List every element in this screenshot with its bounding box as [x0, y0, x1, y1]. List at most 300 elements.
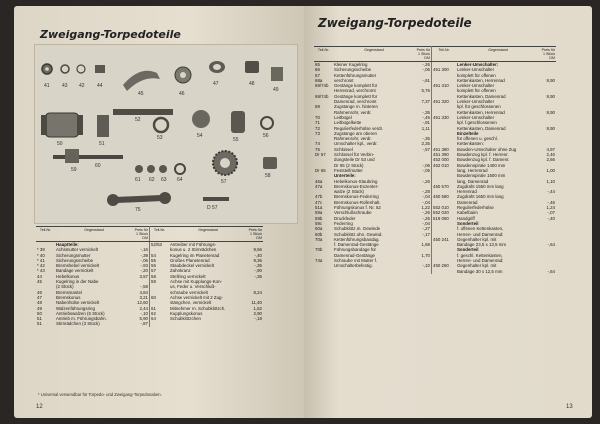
item-cell: Lenker-Umschalter — [457, 114, 495, 120]
price-cell: 2,90 — [253, 310, 262, 316]
part-label: 59 — [71, 167, 77, 173]
part-number-cell: 450 241 — [433, 236, 449, 242]
table-row — [36, 321, 263, 326]
part-number-cell: 74a — [315, 257, 323, 263]
part-number-cell: * 42 — [37, 263, 45, 269]
item-cell: Lenker-Umschalter — [457, 67, 495, 73]
table-row — [314, 269, 556, 274]
part-number-cell: Dr 57 — [315, 152, 326, 158]
sleeve-part — [231, 111, 245, 133]
brake-cone-part — [245, 61, 259, 73]
right-table-body — [314, 62, 556, 274]
price-cell: 1,52 — [253, 305, 262, 311]
price-cell: -,27 — [415, 226, 432, 231]
part-number-cell: 55 — [151, 257, 156, 263]
item-cell: Kabelbaim — [457, 210, 478, 216]
stellring-part — [263, 157, 277, 169]
part-number-cell: 59a — [315, 210, 323, 216]
item-cell — [169, 321, 247, 326]
part-number-cell: 60b — [315, 231, 323, 237]
price-cell: 5,76 — [415, 88, 432, 93]
ball-part — [159, 165, 167, 173]
header-part-no: Teil-Nr. — [432, 47, 457, 62]
part-number-cell: 70 — [315, 114, 320, 120]
price-cell: 1,68 — [415, 242, 432, 247]
price-cell: -,17 — [415, 232, 432, 237]
item-cell: schraube vernickelt — [170, 289, 208, 295]
price-cell: -,18 — [254, 316, 262, 322]
washer-part — [77, 65, 85, 73]
sleeve-part — [271, 67, 283, 81]
part-number-cell: Dr 55 — [315, 167, 326, 173]
price-cell: 1,70 — [415, 253, 432, 258]
item-cell: Kettenkasten, Damenrad — [457, 93, 506, 99]
price-cell: -,26 — [415, 216, 432, 221]
price-cell: 1,00 — [546, 167, 555, 173]
part-number-cell: 451 330 — [433, 114, 449, 120]
part-number-cell: * 40 — [37, 252, 45, 258]
item-cell: Schubklötz.ohn. Gewind. — [334, 231, 383, 237]
item-cell: Gegenhalter kpl. mit — [457, 236, 497, 242]
part-number-cell: 67 — [315, 72, 320, 78]
part-number-cell: 452 010 — [433, 162, 449, 168]
item-cell: Kupplungskonus — [170, 310, 203, 316]
part-number-cell: 72 — [315, 125, 320, 131]
part-label: 64 — [177, 177, 183, 183]
header-item: Gegenstand — [169, 227, 247, 242]
item-cell: Umschalter kpl., verdr. — [334, 141, 378, 147]
item-cell: Herrenrad, verchromt — [334, 88, 376, 94]
part-number-cell: 69 — [315, 104, 320, 110]
part-number-cell — [150, 321, 170, 326]
price-cell: 2,35 — [415, 141, 432, 146]
item-cell: kpl. f.geschlossenen — [457, 120, 497, 126]
right-page-title: Zweigang-Torpedoteile — [318, 16, 472, 30]
item-cell: Kettenkasten, Damenrad — [457, 125, 506, 131]
item-cell: Zugdraht 1550 mm lang — [457, 183, 504, 189]
item-cell: Kettenführungsbandag. — [334, 236, 380, 242]
item-cell: Gestänge komplett für — [334, 93, 378, 99]
part-number-cell: 59 — [151, 279, 156, 285]
sprocket-hole — [220, 158, 230, 168]
part-number-cell: 71 — [315, 120, 320, 126]
item-cell: Herrenrad — [457, 189, 477, 195]
price-cell: -,26 — [415, 62, 432, 68]
price-cell: -,05 — [415, 168, 432, 173]
item-cell: Damenrad-Gestänge — [334, 252, 376, 258]
item-cell: Bremskonus-Exzenter- — [334, 183, 379, 189]
item-cell: Antrieb m. Führungsbahn. — [56, 316, 107, 322]
item-cell: Bowdenzug kpl. f. Damenr. — [457, 157, 510, 163]
item-cell: Achse vernickelt mit 2 Zug- — [170, 294, 223, 300]
header-item: Gegenstand — [456, 47, 540, 62]
item-cell: verchromt — [334, 77, 354, 83]
part-label: 54 — [197, 133, 203, 139]
item-cell: Kettenführungsmutter — [334, 72, 377, 78]
part-label: 51 — [99, 141, 105, 147]
part-label: 62 — [149, 177, 155, 183]
part-label: 46 — [179, 91, 185, 97]
part-number-cell: 52/53 — [151, 242, 162, 247]
item-cell: Damenrad, verchromt — [334, 99, 377, 105]
item-cell: Sonderteil — [457, 247, 479, 253]
nut-part — [95, 65, 105, 73]
part-number-cell: 62 — [151, 310, 156, 316]
item-cell: Sicherungsmutter — [56, 252, 91, 258]
price-cell — [415, 269, 432, 274]
item-cell: Bowdenzug kpl. f. Herrenr. — [457, 152, 509, 158]
part-number-cell: 452 000 — [433, 157, 449, 163]
washer-part — [61, 65, 69, 73]
item-cell: Antreiber mit Führungs- — [170, 242, 217, 247]
price-cell — [247, 321, 263, 326]
coupling-part — [65, 149, 79, 163]
washer-part — [261, 117, 273, 129]
part-label: 44 — [97, 83, 103, 89]
item-cell: Kugelring in der Nabe — [56, 279, 99, 285]
footnote: * Universal verwendbar für Torpedo- und Zweigang-Torpedonaben. — [38, 392, 162, 397]
item-cell: Damenrad — [457, 199, 478, 205]
right-page — [304, 6, 592, 418]
price-cell: -,87 — [133, 321, 150, 326]
item-cell: f. offenen Kettenkasten, — [457, 226, 504, 232]
part-label: 55 — [233, 137, 239, 143]
part-label: 56 — [263, 133, 269, 139]
axle-part — [113, 109, 173, 115]
wrench-head — [107, 194, 119, 206]
price-cell: 4,97 — [546, 146, 555, 152]
price-cell: -,35 — [415, 110, 432, 115]
hub-flange — [77, 115, 83, 135]
part-label: 45 — [138, 91, 144, 97]
hub-shell-part — [45, 113, 79, 137]
part-number-cell: 73 — [315, 130, 320, 136]
item-cell: Bowdenspirale 1400 mm — [457, 162, 506, 168]
item-cell: Leitbügel — [334, 114, 352, 120]
price-cell: 2,66 — [546, 157, 555, 163]
part-label: 42 — [79, 83, 85, 89]
item-cell: Kleiner Kugelring — [334, 62, 368, 67]
price-cell: -,07 — [547, 210, 555, 216]
part-number-cell: 47a — [315, 183, 323, 189]
item-cell: us, Feder u. Verschluß- — [170, 284, 216, 290]
part-number-cell: 54 — [151, 252, 156, 258]
part-number-cell: 450 260 — [433, 263, 449, 269]
price-cell: 1,22 — [415, 205, 432, 210]
price-cell: -,39 — [133, 253, 150, 258]
item-cell: Zugdraht 1650 mm lang — [457, 194, 504, 200]
price-cell: 1,24 — [546, 205, 555, 211]
item-cell: Sicherungsscheibe — [56, 257, 94, 263]
price-cell: 2,44 — [133, 306, 150, 311]
item-cell: Zugstange m. hinteren — [334, 104, 378, 110]
price-cell: -,35 — [415, 136, 432, 141]
axle-part — [53, 155, 123, 159]
brake-lever-part — [123, 71, 160, 91]
item-cell: Unterteile: — [334, 173, 356, 179]
part-label: 41 — [44, 83, 50, 89]
part-number-cell: 51 — [37, 321, 42, 327]
item-cell: Achsmutter vernickelt — [56, 247, 98, 253]
item-cell: Regulierfederhülse verdr. — [334, 125, 384, 131]
item-cell: Staubdeckel vernickelt — [170, 263, 214, 269]
item-cell: Kettenkasten: — [457, 141, 484, 147]
item-cell: komplett für offenen — [457, 72, 496, 78]
part-label: 49 — [273, 87, 279, 93]
part-number-cell: 49 — [37, 305, 42, 311]
price-cell: -,58 — [133, 284, 150, 289]
price-cell: -,36 — [254, 263, 262, 269]
part-number-cell: 61 — [151, 305, 156, 311]
item-cell: Hebelkonus-Staubring — [334, 178, 378, 184]
part-number-cell: 450 570 — [433, 183, 449, 189]
item-cell: Handgriff — [457, 215, 475, 221]
item-cell: Sonderteil — [457, 220, 479, 226]
item-cell: kpl. für geschlossenen — [457, 104, 501, 110]
item-cell: Schubklötzchen — [170, 316, 201, 322]
item-cell: Herren- und Damenrad: — [457, 257, 504, 263]
item-cell: Gegenhalter kpl. mit — [457, 263, 497, 269]
part-number-cell: 58 — [151, 273, 156, 279]
part-number-cell: 552 020 — [433, 210, 449, 216]
item-cell: Schubklötz.m. Gewinde — [334, 226, 381, 232]
planet-gear-part — [192, 110, 210, 128]
part-number-cell: 70a — [315, 236, 323, 242]
price-cell: -,64 — [547, 268, 555, 274]
item-cell — [333, 269, 415, 274]
part-number-cell: 451 300 — [433, 67, 449, 73]
ring-part — [154, 118, 168, 132]
item-cell: (2 Stück) — [56, 284, 74, 290]
part-number-cell: 60 — [151, 294, 156, 300]
item-cell: Achse mit Kupplungs-Kon- — [170, 279, 222, 285]
part-number-cell: 70b — [315, 247, 323, 253]
price-cell: -,06 — [133, 258, 150, 263]
price-cell: -,16 — [133, 247, 150, 252]
price-cell: -,40 — [254, 252, 262, 258]
price-cell: -,93 — [133, 263, 150, 268]
part-number-cell: 46a — [315, 178, 323, 184]
part-label: 47 — [213, 81, 219, 87]
header-price: Preis für 1 Stück DM — [541, 48, 555, 60]
item-cell: Druckfeder — [334, 215, 356, 221]
hub-flange — [41, 115, 47, 135]
item-cell: dungsteile Dr 53 und — [334, 157, 375, 163]
header-part-no: Teil-Nr. — [314, 47, 333, 62]
price-cell: -,10 — [415, 263, 432, 268]
part-number-cell: 69/74b — [315, 83, 329, 89]
part-number-cell: 44 — [37, 273, 42, 279]
item-cell: Führungskonus f. Nr. 52 — [334, 205, 381, 211]
header-price: Preis für 1 Stück DM — [134, 228, 148, 240]
price-cell: 1,10 — [546, 178, 555, 184]
header-item: Gegenstand — [55, 227, 133, 242]
price-cell: 12,60 — [133, 300, 150, 305]
item-cell: Schlüssel — [334, 146, 353, 152]
item-cell: Lenker-Umschalter — [457, 99, 495, 105]
ball-part — [147, 165, 155, 173]
right-price-table — [314, 46, 556, 274]
price-cell: -,26 — [415, 179, 432, 184]
part-label: 50 — [57, 141, 63, 147]
item-cell: Gestänge komplett für — [334, 83, 378, 89]
part-number-cell: 50 — [37, 310, 42, 316]
item-cell: Mitnehmer m. Schubklötzch. — [170, 305, 226, 311]
part-number-cell: 45 — [37, 279, 42, 285]
item-cell: Bremskonus-Federring — [334, 194, 379, 200]
price-cell: -,57 — [415, 147, 432, 152]
item-cell: Rahmenrohr, verdr. — [334, 136, 372, 142]
item-cell: Nabenhülse vernickelt — [56, 300, 100, 306]
part-number-cell: 60a — [315, 226, 323, 232]
item-cell: Einzelteile — [457, 130, 479, 136]
part-number-cell: 57 — [151, 268, 156, 274]
item-cell: Bandage vernickelt — [56, 268, 94, 274]
price-cell: 2,46 — [546, 152, 555, 158]
price-cell: 7,37 — [415, 99, 432, 104]
ring-part — [175, 164, 185, 174]
item-cell: Lenker-Umschalter — [457, 83, 495, 89]
item-cell: Hebelkonus — [56, 273, 80, 279]
price-cell: 9,56 — [253, 247, 262, 253]
item-cell: Leitbügelkette — [334, 120, 362, 126]
price-cell: -,40 — [547, 215, 555, 221]
item-cell: Sicherungsscheibe — [334, 67, 372, 73]
price-cell: -,61 — [415, 78, 432, 83]
part-number-cell: 66 — [315, 67, 320, 73]
part-number-cell: * 39 — [37, 247, 45, 253]
item-cell: komplett für offenen — [457, 88, 496, 94]
drive-part — [97, 115, 109, 137]
part-label: 60 — [95, 163, 101, 169]
part-number-cell: 59c — [315, 220, 323, 226]
part-number-cell: 450 580 — [433, 194, 449, 200]
part-number-cell — [432, 269, 457, 274]
part-number-cell: 75 — [315, 146, 320, 152]
part-number-cell: 47 — [37, 294, 42, 300]
left-price-table — [36, 226, 263, 327]
item-cell: Antriebswalzen (5 Stück) — [56, 310, 105, 316]
exploded-parts-illustration — [35, 45, 297, 223]
wrench-head — [159, 192, 171, 204]
part-number-cell: 48 — [37, 300, 42, 306]
part-number-cell: 47c — [315, 199, 323, 205]
price-cell: 1,11 — [415, 126, 432, 131]
price-cell: -,20 — [133, 268, 150, 273]
item-cell: Stellring vernickelt — [170, 273, 206, 279]
part-number-cell: 47b — [315, 194, 323, 200]
price-cell: -,10 — [133, 311, 150, 316]
price-cell: -,04 — [415, 200, 432, 205]
header-part-no: Teil-Nr. — [150, 227, 170, 242]
price-cell: 8,90 — [546, 77, 555, 83]
item-cell: Federring — [334, 220, 353, 226]
price-cell: -,04 — [415, 194, 432, 199]
price-cell: -,45 — [415, 115, 432, 120]
item-cell: Hauptteile: — [56, 242, 79, 247]
item-cell: Zahnkranz — [170, 268, 191, 274]
item-cell: lang, Herrenrad — [457, 167, 488, 173]
price-cell: -,06 — [415, 67, 432, 72]
item-cell: Bremsmantel — [56, 289, 82, 295]
item-cell: Lenker-Umschalter: — [457, 62, 499, 67]
price-cell: 8,24 — [253, 289, 262, 295]
left-page — [14, 6, 304, 418]
part-number-cell: 56 — [151, 263, 156, 269]
price-cell: -,64 — [547, 242, 555, 248]
item-cell: Kettenkasten, Herrenrad — [457, 77, 505, 83]
price-cell: -,91 — [415, 120, 432, 125]
item-cell: f. Damenrad-Gestänge — [334, 242, 379, 248]
price-cell: 8,90 — [546, 93, 555, 99]
item-cell: Bandage 30 x 12,5 mm — [457, 268, 503, 274]
item-cell: Zugstange am oberen — [334, 130, 377, 136]
part-number-cell: 51 — [37, 316, 42, 322]
part-number-cell: * 41 — [37, 257, 45, 263]
price-cell: -,26 — [415, 210, 432, 215]
price-cell: 3,57 — [133, 274, 150, 279]
parts-photo — [34, 44, 298, 224]
item-cell: Stirnrädchen (3 Stück) — [56, 321, 100, 327]
part-number-cell: 65 — [315, 62, 320, 67]
header-part-no: Teil-Nr. — [36, 227, 55, 242]
part-label: 63 — [161, 177, 167, 183]
key-part — [203, 197, 229, 201]
part-number-cell — [314, 269, 333, 274]
page-number: 12 — [36, 404, 43, 410]
part-number-cell: 451 390 — [433, 152, 449, 158]
item-cell: Bremskonus — [56, 294, 81, 300]
price-cell: -,44 — [547, 189, 555, 195]
price-cell: -,06 — [415, 163, 432, 168]
part-label: D 57 — [207, 205, 218, 211]
item-cell: Schlüssel für Verbin- — [334, 152, 375, 158]
part-label: 57 — [221, 179, 227, 185]
page-number: 13 — [566, 404, 573, 410]
ball-ring-hole — [213, 64, 221, 70]
item-cell: Kettenkasten, Herrenrad — [457, 109, 505, 115]
item-cell: Feststellmutter — [334, 167, 363, 173]
part-number-cell: 451 380 — [433, 146, 449, 152]
price-cell: -,46 — [547, 199, 555, 205]
part-number-cell: 51a — [315, 205, 323, 211]
price-cell: 8,90 — [546, 125, 555, 131]
item-cell: Bandage 23,5 x 13,5 mm — [457, 242, 507, 248]
part-number-cell: 46 — [37, 289, 42, 295]
part-number-cell: 519 050 — [433, 215, 449, 221]
price-cell: 8,90 — [546, 109, 555, 115]
item-cell: für offenen u. geschl. — [457, 136, 498, 142]
part-number-cell: 451 310 — [433, 83, 449, 89]
price-cell: -,28 — [415, 189, 432, 194]
price-cell: 4,84 — [133, 290, 150, 295]
price-cell: 11,40 — [251, 300, 262, 306]
price-cell: -,90 — [254, 268, 262, 274]
part-number-cell: 451 320 — [433, 99, 449, 105]
part-label: 53 — [157, 135, 163, 141]
item-cell: Herren- und Damenrad: — [457, 231, 504, 237]
price-cell: 3,21 — [133, 295, 150, 300]
price-cell: -,35 — [254, 273, 262, 279]
part-number-cell: 59b — [315, 215, 323, 221]
item-cell: Dr 55 (2 Stück) — [334, 162, 364, 168]
item-cell: stängchen, vernickelt — [170, 300, 212, 306]
part-label: 58 — [265, 173, 271, 179]
item-cell: Regulierfederhülse — [457, 205, 494, 211]
header-price: Preis für 1 Stück DM — [416, 48, 430, 60]
ball-part — [135, 165, 143, 173]
item-cell: Bremshebel vernickelt — [56, 263, 100, 269]
